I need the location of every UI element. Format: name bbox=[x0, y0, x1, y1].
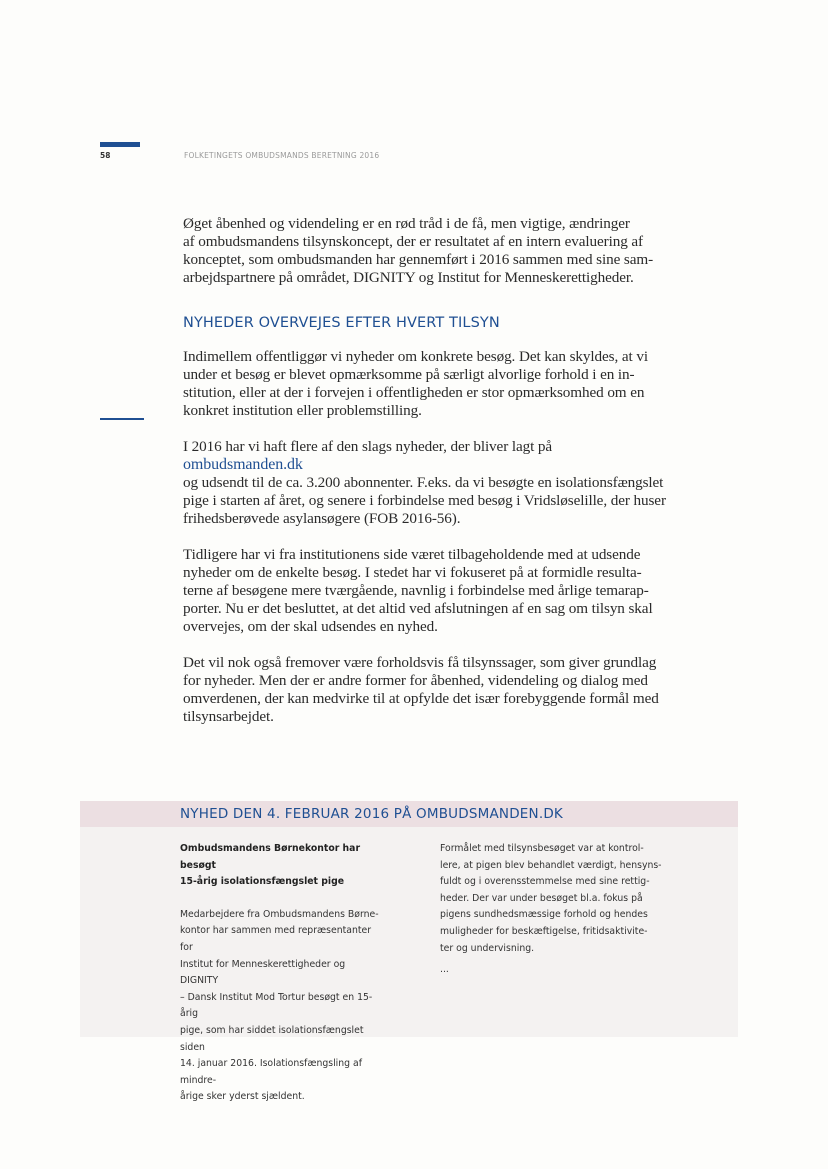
text-line: pige i starten af året, og senere i forbindelse med besøg i Vridsløselille, der huser bbox=[183, 492, 666, 509]
news-text-line: Medarbejdere fra Ombudsmandens Børne- bbox=[180, 908, 379, 920]
news-text-line: fuldt og i overensstemmelse med sine rettig- bbox=[440, 876, 650, 888]
news-text-line: årige sker yderst sjældent. bbox=[180, 1091, 305, 1103]
text-line: frihedsberøvede asylansøgere (FOB 2016-56). bbox=[183, 510, 461, 527]
text-line: tilsynsarbejdet. bbox=[183, 708, 274, 725]
news-text-line: Formålet med tilsynsbesøget var at kontrol- bbox=[440, 843, 644, 854]
page-number: 58 bbox=[100, 151, 111, 160]
text-line: for nyheder. Men der er andre former for åbenhed, videndeling og dialog med bbox=[183, 672, 648, 689]
text-line: Indimellem offentliggør vi nyheder om konkrete besøg. Det kan skyldes, at vi bbox=[183, 348, 648, 365]
news-text-line: heder. Der var under besøget bl.a. fokus på bbox=[440, 892, 643, 904]
page-marker-bar bbox=[100, 142, 140, 147]
news-text-line: pigens sundhedsmæssige forhold og hendes bbox=[440, 909, 648, 921]
news-text-line: Institut for Menneskerettigheder og DIGNITY bbox=[180, 958, 346, 987]
news-text-line: kontor har sammen med repræsentanter for bbox=[180, 925, 372, 953]
margin-rule bbox=[100, 418, 144, 420]
text-line: stitution, eller at der i forvejen i offentligheden er stor opmærksomhed om en bbox=[183, 384, 645, 401]
text-line: og udsendt til de ca. 3.200 abonnenter. F.eks. da vi besøgte en isolationsfængslet bbox=[183, 474, 664, 491]
intro-paragraph bbox=[183, 215, 673, 287]
text-line: konkret institution eller problemstilling. bbox=[183, 402, 422, 419]
text-line: arbejdspartnere på området, DIGNITY og Institut for Menneskerettigheder. bbox=[183, 269, 634, 286]
text-line: Øget åbenhed og videndeling er en rød tråd i de få, men vigtige, ændringer bbox=[183, 215, 630, 232]
text-line bbox=[183, 438, 673, 474]
text-line: nyheder om de enkelte besøg. I stedet har vi fokuseret på at formidle resulta- bbox=[183, 564, 642, 581]
news-box-header bbox=[80, 801, 738, 827]
paragraph-3 bbox=[183, 546, 673, 636]
text-line: konceptet, som ombudsmanden har gennemført i 2016 sammen med sine sam- bbox=[183, 251, 654, 268]
main-text bbox=[183, 215, 673, 726]
news-box-left-column bbox=[180, 841, 380, 1106]
news-text-line: pige, som har siddet isolationsfængslet siden bbox=[180, 1024, 364, 1053]
ombudsmanden-link[interactable]: ombudsmanden.dk bbox=[183, 456, 303, 473]
text-line: Det vil nok også fremover være forholdsvis få tilsynssager, som giver grundlag bbox=[183, 654, 657, 671]
news-text-line: muligheder for beskæftigelse, fritidsaktivite- bbox=[440, 925, 648, 937]
text-line: overvejes, om der skal udsendes en nyhed. bbox=[183, 618, 438, 635]
paragraph-1 bbox=[183, 348, 673, 420]
news-text-line: 14. januar 2016. Isolationsfængsling af mindre- bbox=[180, 1058, 362, 1086]
spacer bbox=[180, 891, 380, 907]
news-box-right-column bbox=[440, 841, 680, 979]
text-line: omverdenen, der kan medvirke til at opfylde det især forebyggende formål med bbox=[183, 690, 659, 707]
paragraph-2 bbox=[183, 438, 673, 528]
news-ellipsis: ... bbox=[440, 964, 449, 976]
text-line: Tidligere har vi fra institutionens side været tilbageholdende med at udsende bbox=[183, 546, 641, 563]
running-header: FOLKETINGETS OMBUDSMANDS BERETNING 2016 bbox=[184, 151, 380, 160]
news-box-title: NYHED DEN 4. FEBRUAR 2016 PÅ OMBUDSMANDEN.DK bbox=[180, 806, 563, 822]
text-line: af ombudsmandens tilsynskoncept, der er resultatet af en intern evaluering af bbox=[183, 233, 643, 250]
section-heading: NYHEDER OVERVEJES EFTER HVERT TILSYN bbox=[183, 315, 500, 331]
text-line: porter. Nu er det besluttet, at det altid ved afslutningen af en sag om tilsyn skal bbox=[183, 600, 653, 617]
news-text-line: lere, at pigen blev behandlet værdigt, hensyns- bbox=[440, 859, 662, 871]
news-box bbox=[80, 801, 738, 1103]
text-line: under et besøg er blevet opmærksomme på særligt alvorlige forhold i en in- bbox=[183, 366, 635, 383]
news-text-line: ter og undervisning. bbox=[440, 942, 535, 954]
news-headline-line: 15-årig isolationsfængslet pige bbox=[180, 876, 345, 888]
text-span: I 2016 har vi haft flere af den slags nyheder, der bliver lagt på bbox=[183, 438, 553, 455]
paragraph-4 bbox=[183, 654, 673, 726]
news-text-line: – Dansk Institut Mod Tortur besøgt en 15-årig bbox=[180, 991, 373, 1020]
news-headline-line: Ombudsmandens Børnekontor har besøgt bbox=[180, 843, 361, 871]
text-line: terne af besøgene mere tværgående, navnlig i forbindelse med årlige temarap- bbox=[183, 582, 649, 599]
